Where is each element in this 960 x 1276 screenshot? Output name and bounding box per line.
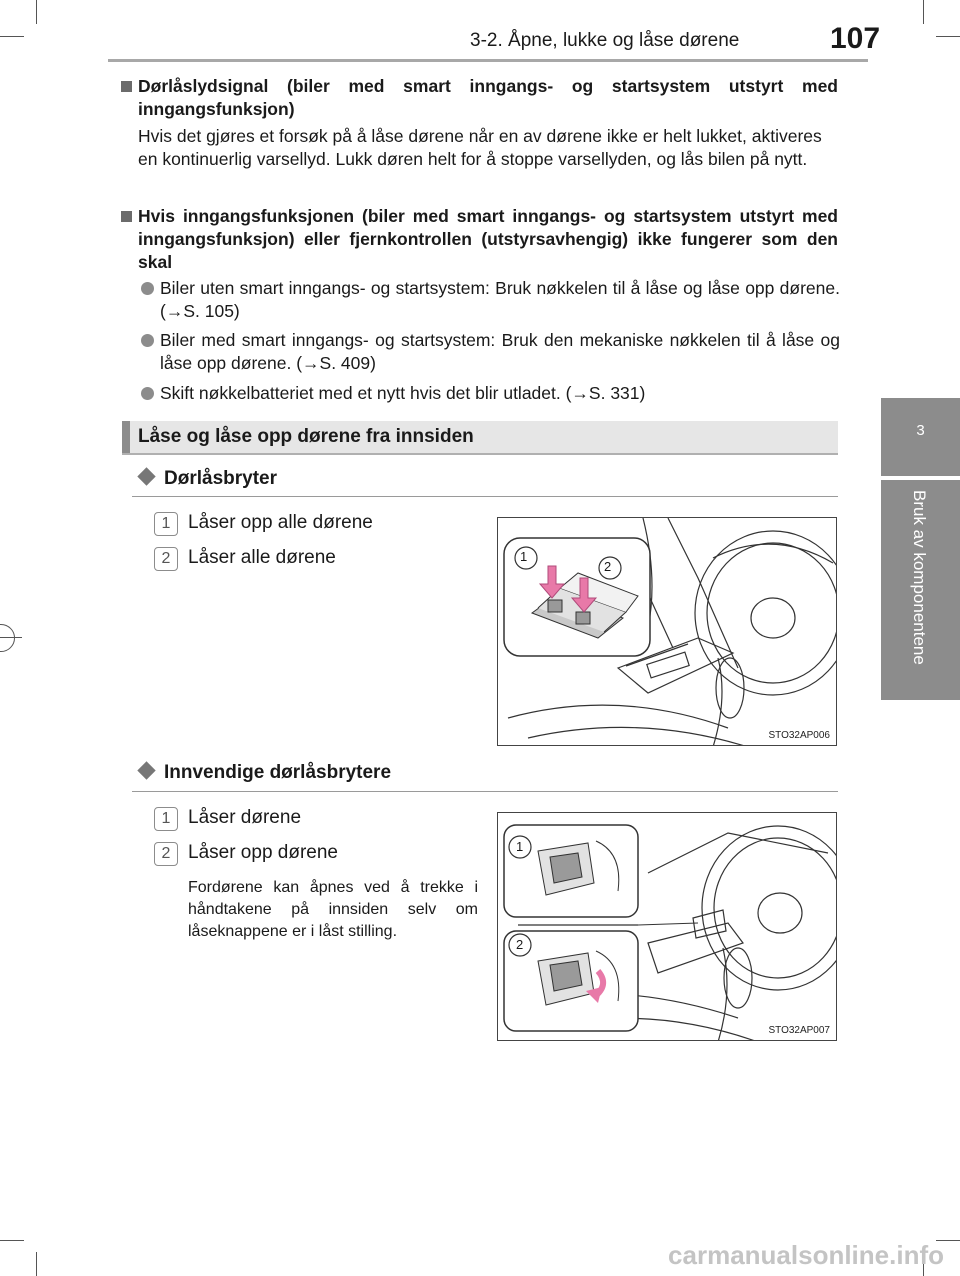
footer-watermark: carmanualsonline.info [668,1240,944,1270]
bullet-dot-icon [141,334,154,347]
callout-1: 1 [520,549,528,564]
subsection-title: Dørlåsbryter [164,468,277,489]
subsection-rule [132,791,838,792]
item-number: 2 [154,842,178,866]
subsection-title: Innvendige dørlåsbrytere [164,762,392,783]
callout-2: 2 [604,559,612,574]
block-title: Hvis inngangsfunksjonen (biler med smart inngangs- og startsystem utstyrt med inngangsfunksjon) eller fjernkontrollen (utstyrsavhengig) ikke fungerer som den skal [138,206,838,272]
item-label: Låser dørene [188,807,302,828]
figure-code: STO32AP007 [768,1025,830,1036]
item-number: 2 [154,547,178,571]
crop-mark [0,36,24,37]
section-title: Låse og låse opp dørene fra innsiden [138,426,474,447]
section-header: 3-2. Åpne, lukke og låse dørene [470,30,740,51]
item-label: Låser alle dørene [188,547,336,568]
section-heading-bar [122,421,838,455]
chapter-tab [881,480,960,700]
crop-mark [36,0,37,24]
registration-mark [0,624,15,652]
door-lock-switch-illustration [497,517,837,746]
crop-mark [923,0,924,24]
subsection-rule [132,496,838,497]
page-number: 107 [830,22,881,55]
block-title: Dørlåslydsignal (biler med smart inngangs- og startsystem utstyrt med inngangsfunksjon) [138,76,838,119]
callout-2: 2 [516,937,524,952]
item-label: Låser opp dørene [188,842,338,863]
callout-1: 1 [516,839,524,854]
square-bullet-icon [121,211,132,222]
crop-mark [936,36,960,37]
section-accent [122,421,130,453]
crop-mark [0,1240,24,1241]
item-number: 1 [154,512,178,536]
illustration-drawing [498,813,837,1041]
item-number: 1 [154,807,178,831]
illustration-drawing [498,518,837,746]
header-rule [108,59,868,62]
list-item: Biler uten smart inngangs- og startsystem: Bruk nøkkelen til å låse og låse opp dørene. (→S. 105) [160,278,840,321]
bullet-dot-icon [141,282,154,295]
item-label: Låser opp alle dørene [188,512,373,533]
chapter-tab-number: 3 [881,398,960,476]
square-bullet-icon [121,81,132,92]
diamond-bullet-icon [137,761,155,779]
note-text: Fordørene kan åpnes ved å trekke i håndtakene på innsiden selv om låseknappene er i låst stilling. [188,879,478,940]
chapter-tab-title: Bruk av komponentene [910,490,929,665]
list-item: Skift nøkkelbatteriet med et nytt hvis det blir utladet. (→S. 331) [160,383,646,403]
block-body: Hvis det gjøres et forsøk på å låse dørene når en av dørene ikke er helt lukket, aktiveres en kontinuerlig varsellyd. Lukk døren helt for å stoppe varsellyden, og lås bilen på nytt. [138,126,822,169]
crop-mark [0,637,22,638]
diamond-bullet-icon [137,467,155,485]
figure-code: STO32AP006 [768,730,830,741]
inside-door-lock-illustration [497,812,837,1041]
bullet-dot-icon [141,387,154,400]
list-item: Biler med smart inngangs- og startsystem: Bruk den mekaniske nøkkelen til å låse og låse opp dørene. (→S. 409) [160,330,840,373]
crop-mark [36,1252,37,1276]
